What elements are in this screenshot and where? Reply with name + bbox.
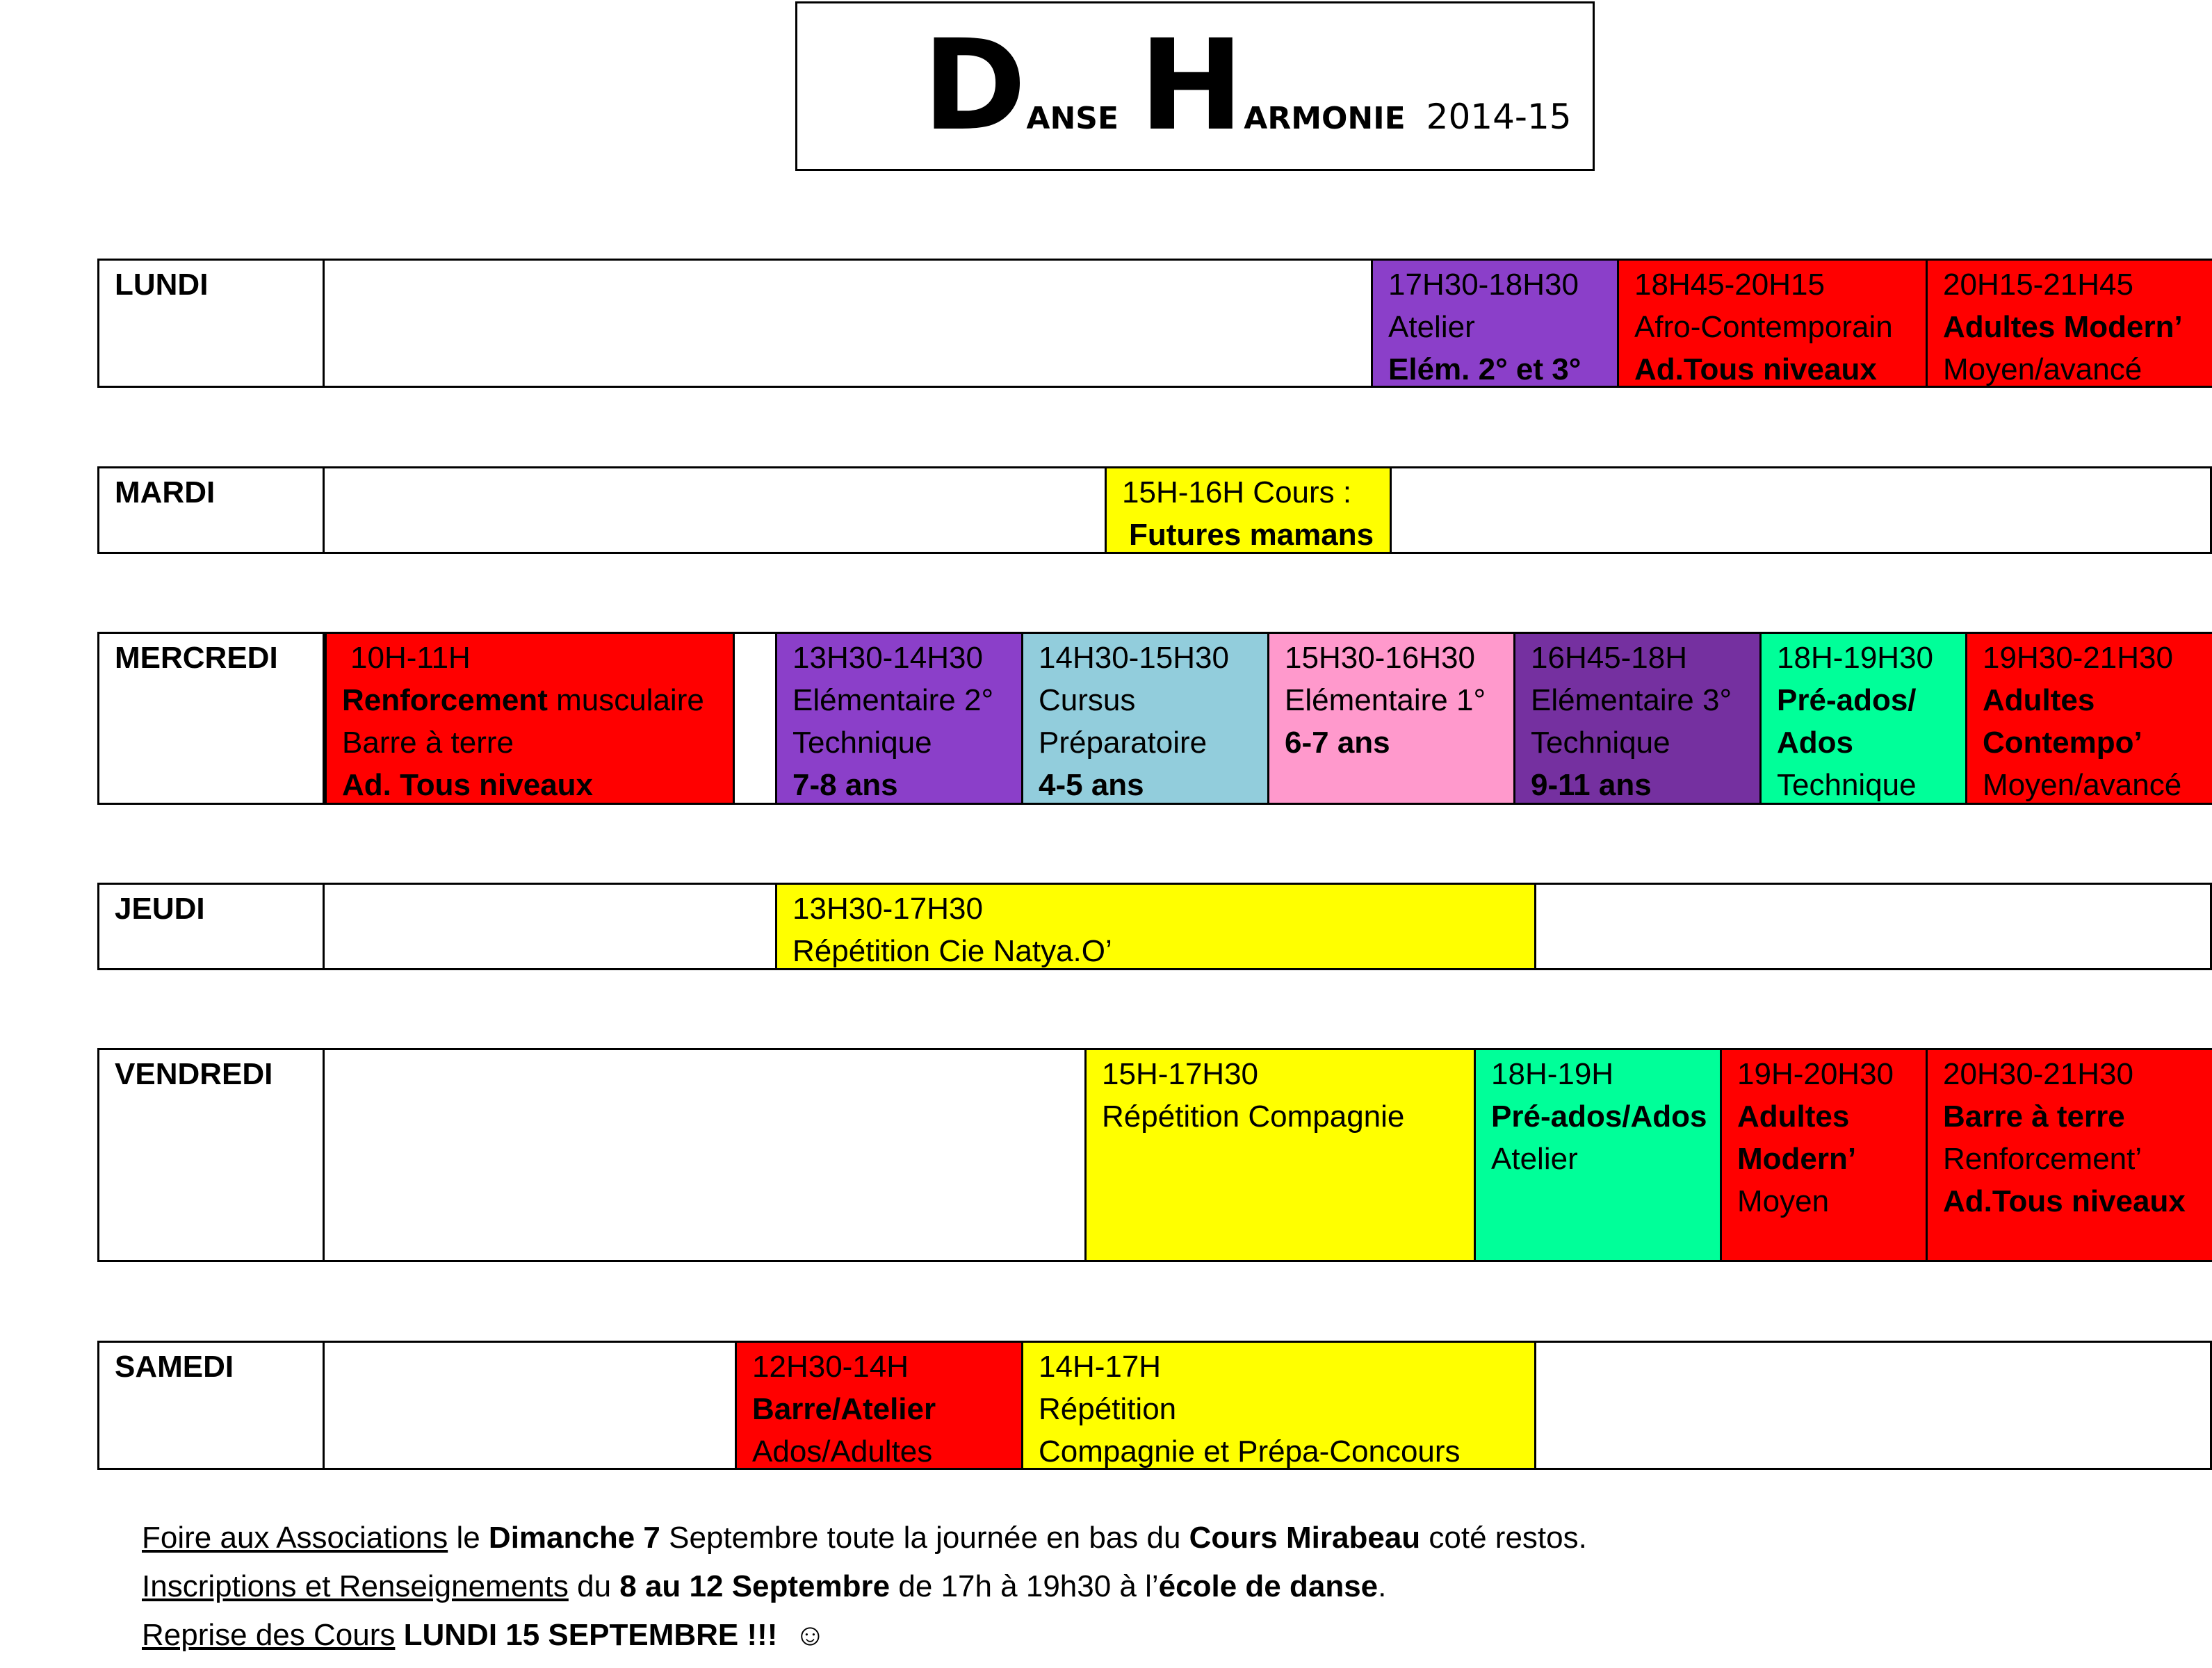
class-cell: 13H30-14H30 Elémentaire 2° Technique 7-8 ans (775, 634, 1021, 803)
class-cell: 16H45-18H Elémentaire 3° Technique 9-11 ans (1513, 634, 1759, 803)
class-cell: 10H-11H Renforcement musculaire Barre à terre Ad. Tous niveaux (325, 634, 735, 803)
class-cell: 12H30-14H Barre/Atelier Ados/Adultes (735, 1343, 1021, 1468)
row-mercredi (97, 632, 2212, 805)
class-cell: 14H-17H Répétition Compagnie et Prépa-Concours (1021, 1343, 1536, 1468)
class-cell: 15H-17H30 Répétition Compagnie (1084, 1050, 1474, 1260)
row-mardi (97, 466, 2212, 554)
class-cell: 18H-19H30 Pré-ados/ Ados Technique (1759, 634, 1965, 803)
day-label: MARDI (99, 468, 325, 552)
class-cell: 18H-19H Pré-ados/Ados Atelier (1474, 1050, 1720, 1260)
class-cell: 18H45-20H15 Afro-Contemporain Ad.Tous niveaux (1617, 261, 1926, 386)
row-samedi (97, 1341, 2212, 1470)
day-label: VENDREDI (99, 1050, 325, 1260)
day-label: MERCREDI (99, 634, 325, 803)
day-label: LUNDI (99, 261, 325, 386)
class-cell: 13H30-17H30 Répétition Cie Natya.O’ (775, 885, 1536, 968)
class-cell: 14H30-15H30 Cursus Préparatoire 4-5 ans (1021, 634, 1267, 803)
footer-line-foire: Foire aux Associations le Dimanche 7 Septembre toute la journée en bas du Cours Mirabeau coté restos. (142, 1521, 1587, 1555)
row-vendredi (97, 1048, 2212, 1262)
class-cell: 20H30-21H30 Barre à terre Renforcement’ Ad.Tous niveaux (1926, 1050, 2212, 1260)
class-cell: 20H15-21H45 Adultes Modern’ Moyen/avancé (1926, 261, 2212, 386)
row-lundi (97, 259, 2212, 388)
day-label: JEUDI (99, 885, 325, 968)
class-cell: 15H-16H Cours : Futures mamans (1105, 468, 1392, 552)
class-cell: 19H30-21H30 Adultes Contempo’ Moyen/avancé (1965, 634, 2212, 803)
class-cell: 19H-20H30 Adultes Modern’ Moyen (1720, 1050, 1926, 1260)
footer-line-reprise: Reprise des Cours LUNDI 15 SEPTEMBRE !!! ☺ (142, 1618, 826, 1652)
row-jeudi (97, 883, 2212, 970)
class-cell: 17H30-18H30 Atelier Elém. 2° et 3° (1371, 261, 1617, 386)
smiley-icon: ☺ (794, 1618, 826, 1652)
class-cell: 15H30-16H30 Elémentaire 1° 6-7 ans (1267, 634, 1513, 803)
page-title: DANSE HARMONIE 2014-15 (922, 13, 1572, 158)
day-label: SAMEDI (99, 1343, 325, 1468)
title-box (795, 1, 1595, 171)
footer-line-inscriptions: Inscriptions et Renseignements du 8 au 12 Septembre de 17h à 19h30 à l’école de danse. (142, 1569, 1387, 1603)
